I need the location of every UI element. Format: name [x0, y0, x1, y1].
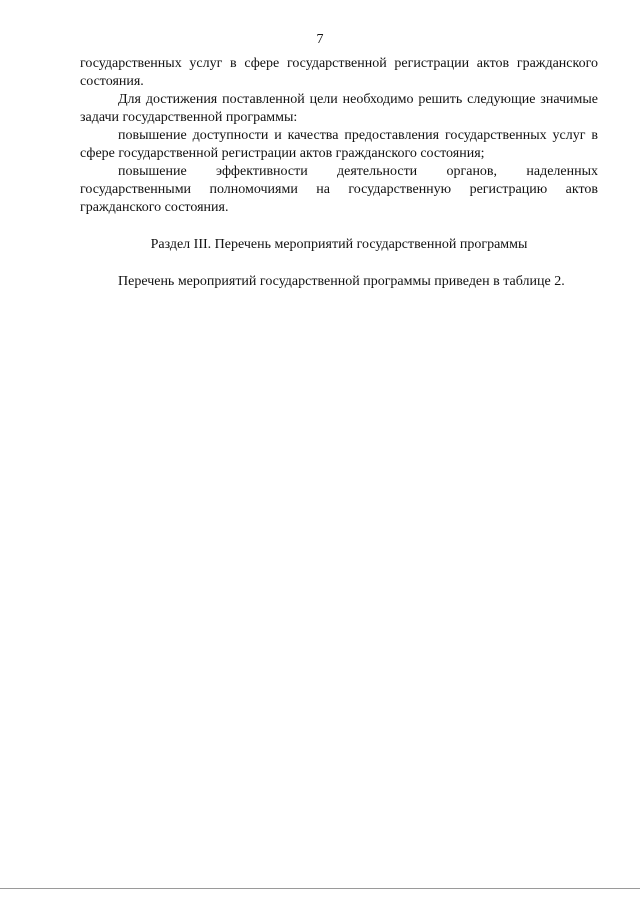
section-heading: Раздел III. Перечень мероприятий государственной программы: [150, 237, 528, 252]
paragraph-continuation: государственных услуг в сфере государственной регистрации актов гражданского состояния.: [80, 56, 598, 89]
page-number: 7: [316, 32, 324, 47]
paragraph-measures-list: Перечень мероприятий государственной программы приведен в таблице 2.: [118, 274, 565, 289]
paragraph-task-accessibility: повышение доступности и качества предоставления государственных услуг в сфере государственной регистрации актов гражданского состояния;: [80, 128, 598, 161]
bottom-scan-line: [0, 888, 640, 890]
paragraph-task-efficiency: повышение эффективности деятельности органов, наделенных государственными полномочиями на государственную регистрацию актов гражданского состояния.: [80, 164, 598, 215]
document-body: [80, 55, 598, 291]
paragraph-tasks-intro: Для достижения поставленной цели необходимо решить следующие значимые задачи государственной программы:: [80, 92, 598, 125]
